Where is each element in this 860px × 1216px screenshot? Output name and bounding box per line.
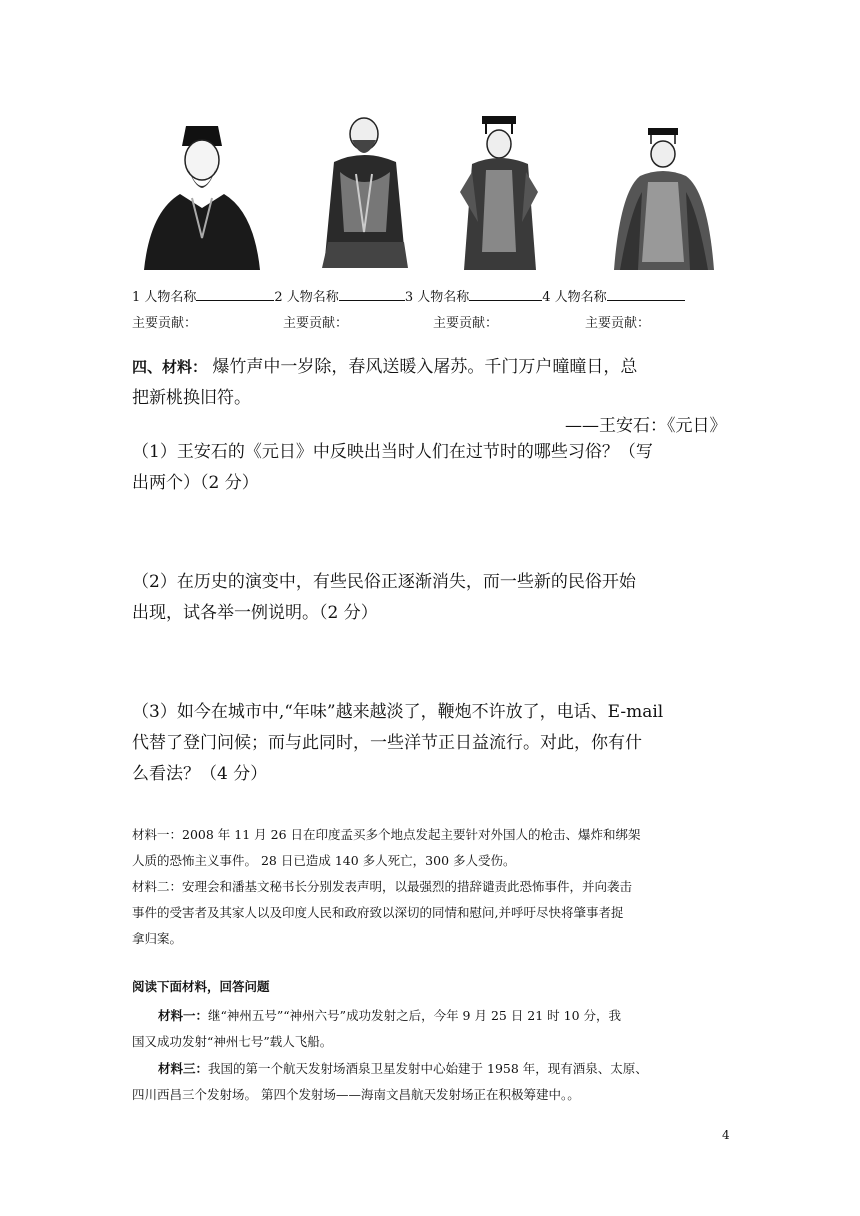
material-2-line3: 拿归案。 bbox=[132, 931, 183, 946]
page-number: 4 bbox=[722, 1128, 730, 1142]
reading-material-1-line2: 国又成功发射“神州七号”载人飞船。 bbox=[132, 1034, 333, 1049]
reading-material-1-label: 材料一： bbox=[158, 1008, 209, 1023]
question-2-line1: （2）在历史的演变中，有些民俗正逐渐消失，而一些新的民俗开始 bbox=[132, 572, 636, 592]
section4-poem-line1: 四、材料： 爆竹声中一岁除，春风送暖入屠苏。千门万户曈曈日，总 bbox=[132, 357, 638, 377]
portrait-2 bbox=[300, 112, 432, 272]
section4-heading: 四、材料： bbox=[132, 358, 208, 376]
question-3-line3: 么看法？（4 分） bbox=[132, 764, 268, 784]
figure-4-contribution: 主要贡献： bbox=[585, 316, 651, 331]
figure-3-name: 3 人物名称 bbox=[405, 286, 542, 305]
figure-1-name: 1 人物名称 bbox=[132, 286, 274, 305]
figure-2-contribution: 主要贡献： bbox=[283, 316, 349, 331]
figure-3-contribution: 主要贡献： bbox=[433, 316, 499, 331]
figure-1-blank[interactable] bbox=[196, 288, 274, 301]
question-2-line2: 出现，试各举一例说明。（2 分） bbox=[132, 603, 378, 623]
figure-4-name: 4 人物名称 bbox=[542, 286, 684, 305]
reading-material-1-line1: 材料一：继“神州五号”“神州六号”成功发射之后，今年 9 月 25 日 21 时 10 分，我 bbox=[158, 1008, 622, 1023]
section4-poem-line2: 把新桃换旧符。 bbox=[132, 388, 251, 408]
reading-material-3-line1: 材料三：我国的第一个航天发射场酒泉卫星发射中心始建于 1958 年，现有酒泉、太原、 bbox=[158, 1061, 648, 1076]
figure-1-contribution: 主要贡献： bbox=[132, 316, 198, 331]
figure-4-blank[interactable] bbox=[607, 288, 685, 301]
material-1-line2: 人质的恐怖主义事件。 28 日已造成 140 多人死亡，300 多人受伤。 bbox=[132, 853, 516, 868]
figure-3-blank[interactable] bbox=[469, 288, 542, 301]
question-3-line1: （3）如今在城市中,“年味”越来越淡了，鞭炮不许放了，电话、E-mail bbox=[132, 702, 664, 722]
reading-heading: 阅读下面材料，回答问题 bbox=[132, 979, 270, 994]
reading-material-3-label: 材料三： bbox=[158, 1061, 209, 1076]
material-2-line2: 事件的受害者及其家人以及印度人民和政府致以深切的同情和慰问,并呼吁尽快将肇事者捉 bbox=[132, 905, 624, 920]
figure-2-blank[interactable] bbox=[339, 288, 405, 301]
reading-material-3-line2: 四川西昌三个发射场。 第四个发射场——海南文昌航天发射场正在积极筹建中。。 bbox=[132, 1087, 580, 1102]
figure-name-row bbox=[132, 286, 685, 305]
poem-attribution: ——王安石：《元日》 bbox=[565, 416, 727, 436]
question-1-line2: 出两个）（2 分） bbox=[132, 473, 259, 493]
question-1-line1: （1）王安石的《元日》中反映出当时人们在过节时的哪些习俗？（写 bbox=[132, 442, 653, 462]
figure-2-name: 2 人物名称 bbox=[274, 286, 404, 305]
material-1-line1: 材料一：2008 年 11 月 26 日在印度孟买多个地点发起主要针对外国人的枪击、爆炸和绑架 bbox=[132, 827, 641, 842]
material-2-line1: 材料二：安理会和潘基文秘书长分别发表声明，以最强烈的措辞谴责此恐怖事件，并向袭击 bbox=[132, 879, 633, 894]
portrait-1 bbox=[136, 112, 268, 272]
portrait-3 bbox=[438, 112, 570, 272]
portrait-4 bbox=[600, 112, 732, 272]
question-3-line2: 代替了登门问候；而与此同时，一些洋节正日益流行。对此，你有什 bbox=[132, 733, 642, 753]
